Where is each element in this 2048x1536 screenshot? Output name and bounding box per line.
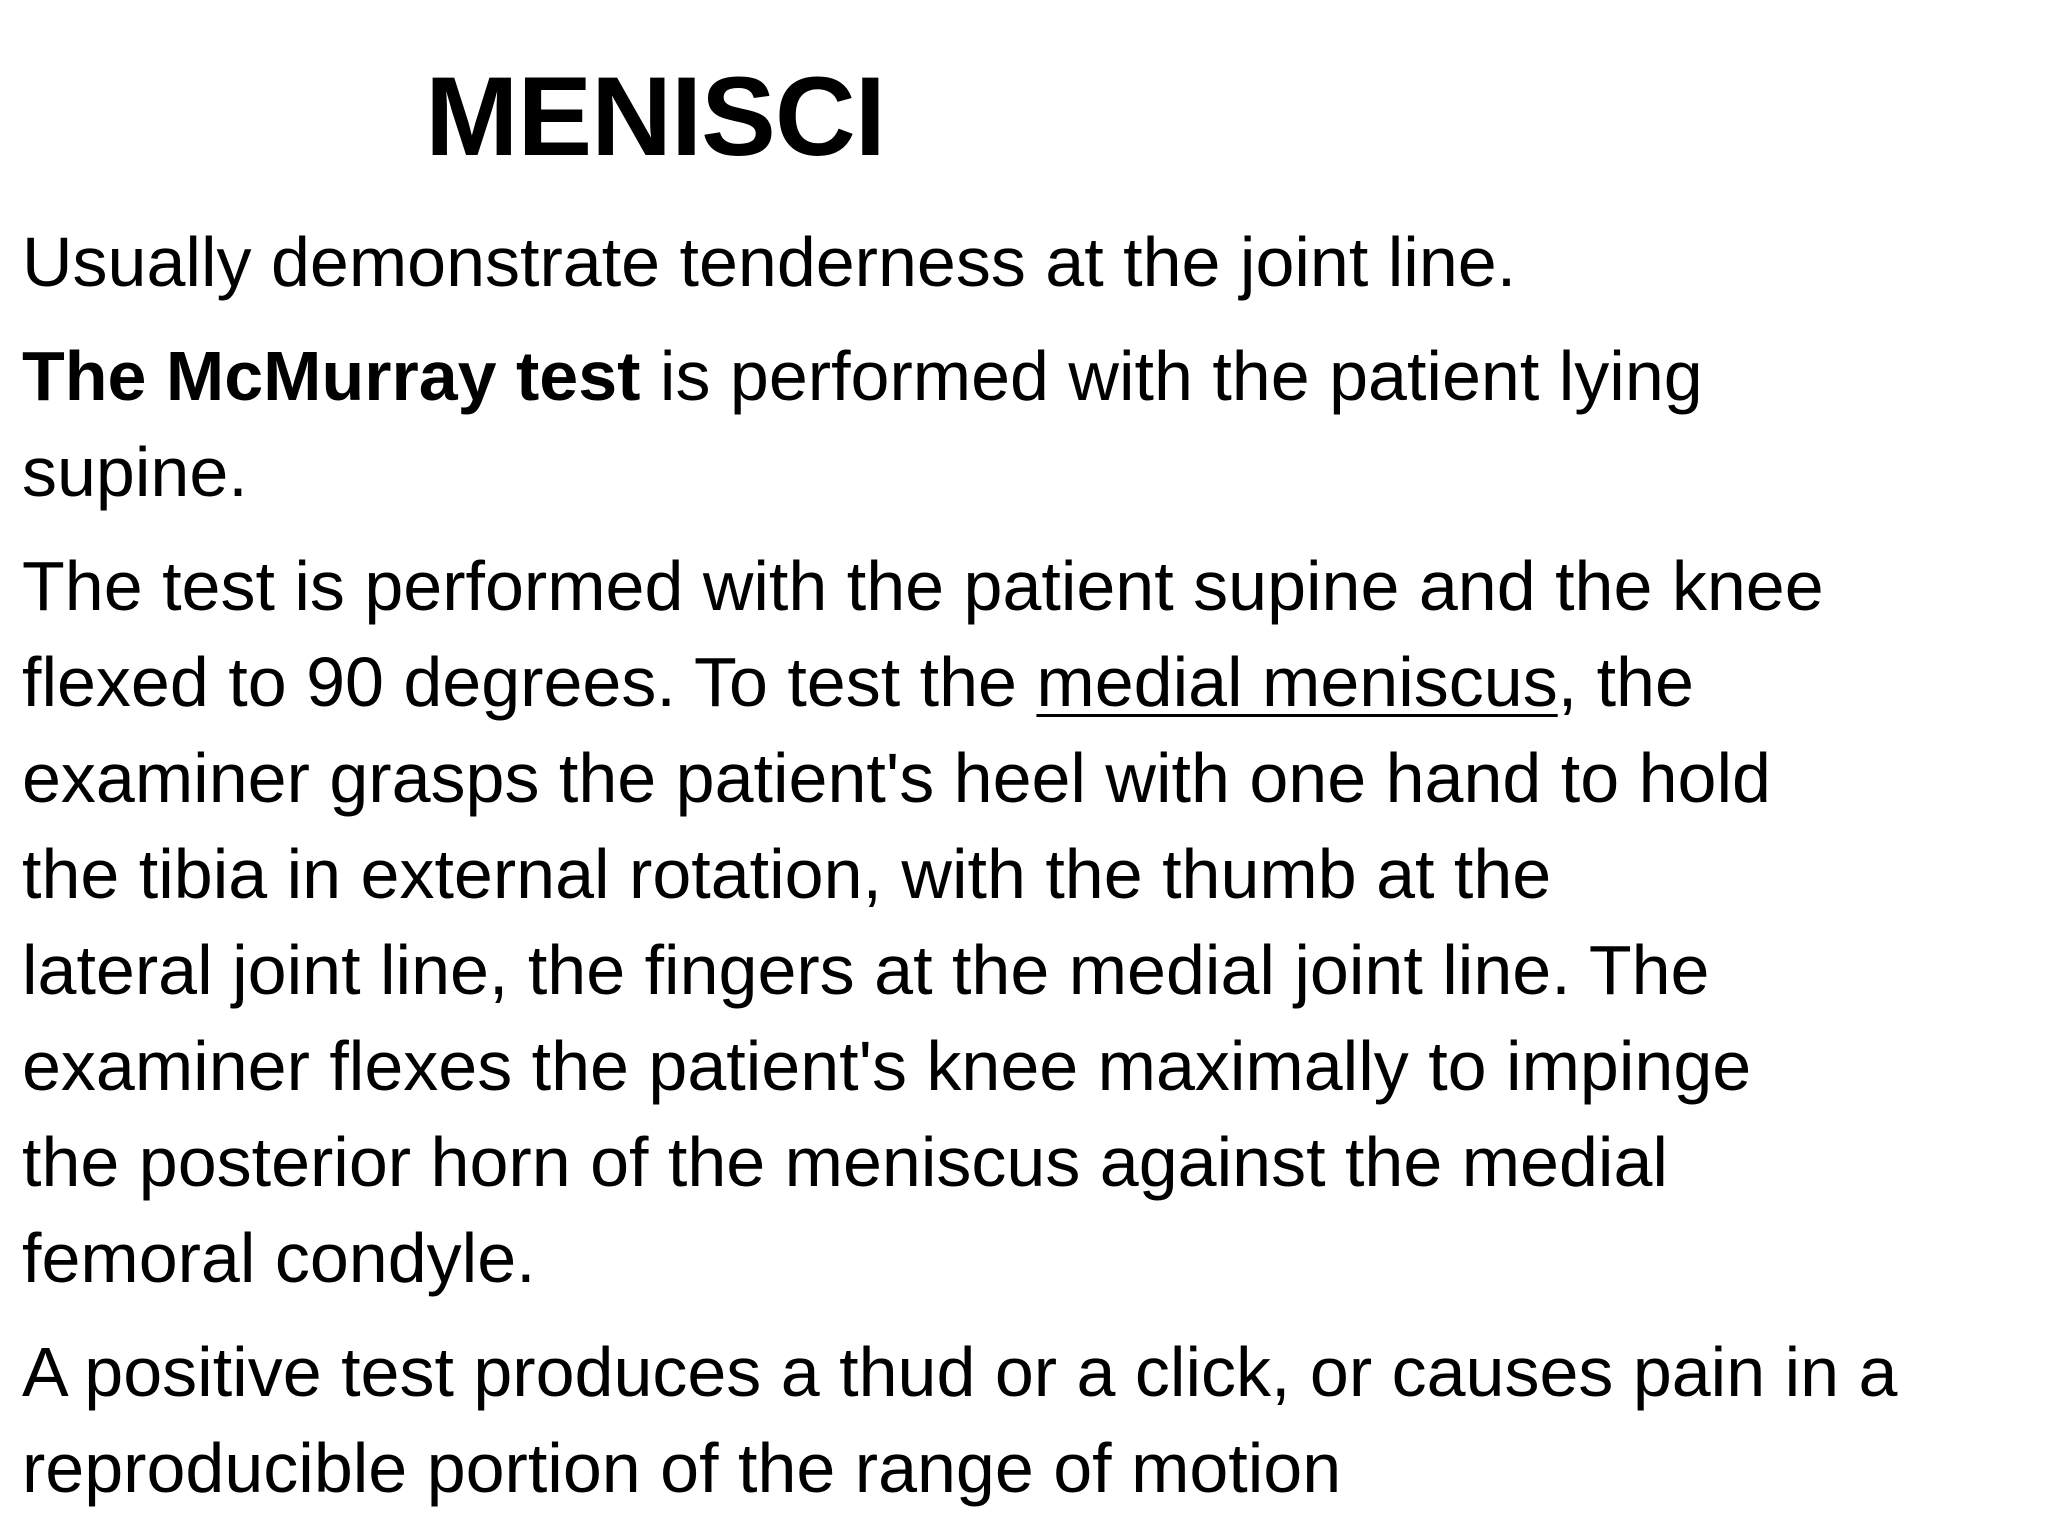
- procedure-line-1: The test is performed with the patient supine and the knee: [22, 547, 1824, 625]
- positive-test-line-1: A positive test produces a thud or a click, or causes pain in a: [22, 1333, 1898, 1411]
- paragraph-test-procedure: [22, 538, 2012, 1306]
- procedure-line-5: lateral joint line, the fingers at the medial joint line. The: [22, 931, 1710, 1009]
- procedure-line-7: the posterior horn of the meniscus against the medial: [22, 1123, 1668, 1201]
- medial-meniscus-underlined: medial meniscus: [1036, 643, 1558, 721]
- procedure-line-3: examiner grasps the patient's heel with one hand to hold: [22, 739, 1771, 817]
- paragraph-mcmurray-intro: [22, 328, 2012, 520]
- mcmurray-test-term: The McMurray test: [22, 337, 641, 415]
- paragraph-mcmurray-intro-line-2: supine.: [22, 433, 248, 511]
- procedure-line-6: examiner flexes the patient's knee maximally to impinge: [22, 1027, 1752, 1105]
- paragraph-mcmurray-intro-line-1: [22, 328, 2012, 424]
- paragraph-positive-test: [22, 1324, 2012, 1516]
- procedure-line-8: femoral condyle.: [22, 1219, 536, 1297]
- slide-title: MENISCI: [425, 54, 885, 179]
- mcmurray-intro-rest: is performed with the patient lying: [640, 337, 1703, 415]
- procedure-line-4: the tibia in external rotation, with the thumb at the: [22, 835, 1552, 913]
- slide-body: [22, 214, 2012, 1534]
- procedure-line-2-before: flexed to 90 degrees. To test the: [22, 643, 1037, 721]
- procedure-line-2: [22, 634, 2012, 730]
- paragraph-tenderness-line-1: Usually demonstrate tenderness at the joint line.: [22, 223, 1517, 301]
- paragraph-tenderness: [22, 214, 2012, 310]
- positive-test-line-2: reproducible portion of the range of motion: [22, 1429, 1342, 1507]
- procedure-line-2-after: , the: [1557, 643, 1694, 721]
